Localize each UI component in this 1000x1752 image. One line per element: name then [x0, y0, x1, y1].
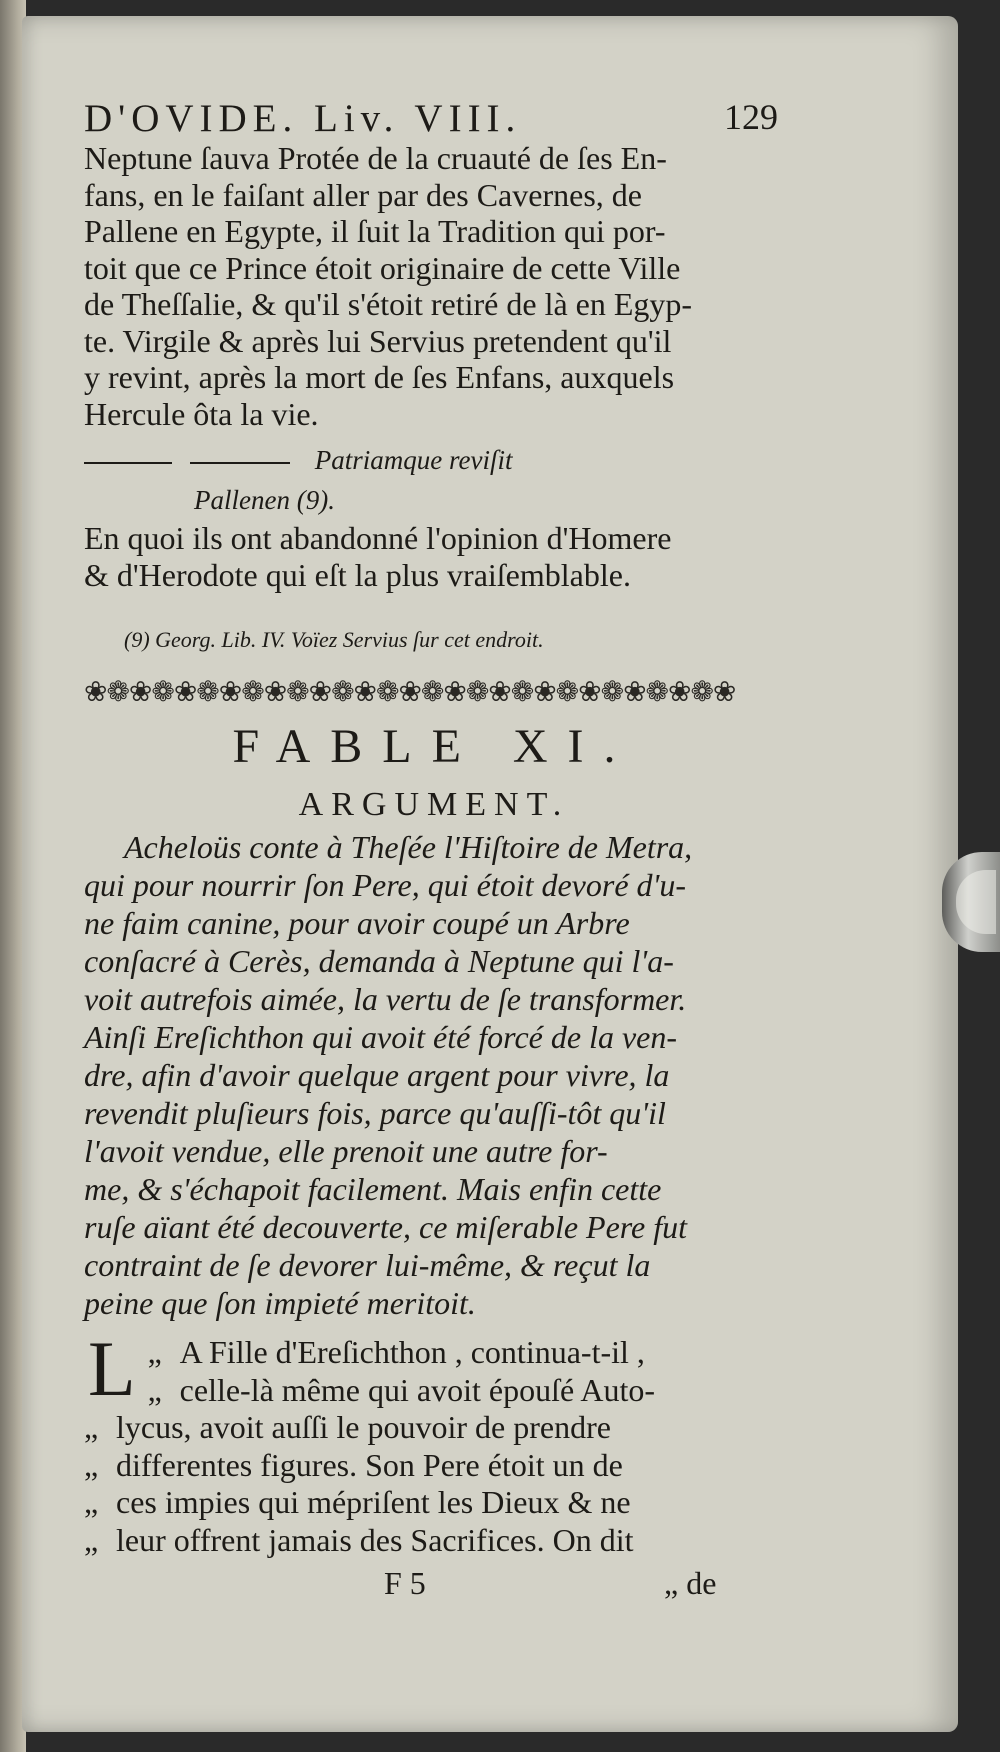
- ornament-band: ❀❁❀❁❀❁❀❁❀❁❀❁❀❁❀❁❀❁❀❁❀❁❀❁❀❁❀❁❀: [84, 677, 736, 708]
- argument-line: Acheloüs conte à Theſée l'Hiſtoire de Metra,: [124, 829, 693, 865]
- fable-title: FABLE XI.: [232, 720, 636, 773]
- running-header: [84, 96, 784, 140]
- main-line: [84, 1409, 784, 1447]
- quote-dash: [190, 462, 290, 464]
- latin-quote-line-2: Pallenen (9).: [194, 485, 335, 515]
- argument-line: revendit pluſieurs fois, parce qu'auſſi-tôt qu'il: [84, 1095, 666, 1131]
- latin-quote-line-1: Patriamque reviſit: [314, 445, 513, 475]
- quote-mark: „: [84, 1409, 99, 1445]
- argument-line: conſacré à Cerès, demanda à Neptune qui l'a-: [84, 943, 674, 979]
- drop-cap: L: [88, 1325, 136, 1412]
- page-clip: [942, 852, 1000, 952]
- commentary-line: y revint, après la mort de ſes Enfans, auxquels: [84, 359, 675, 395]
- quote-mark: „: [147, 1371, 162, 1408]
- argument-line: ruſe aïant été decouverte, ce miſerable Pere fut: [84, 1209, 688, 1245]
- commentary-block: [84, 140, 784, 432]
- commentary-line: Pallene en Egypte, il ſuit la Tradition qui por-: [84, 213, 666, 249]
- argument-block: [84, 828, 784, 1322]
- commentary-line: toit que ce Prince étoit originaire de cette Ville: [84, 249, 681, 286]
- page-number: 129: [724, 97, 778, 137]
- main-line-text: leur offrent jamais des Sacrifices. On dit: [116, 1521, 634, 1558]
- argument-line: Ainſi Ereſichthon qui avoit été forcé de la ven-: [84, 1019, 677, 1055]
- commentary-line: te. Virgile & après lui Servius pretendent qu'il: [84, 322, 672, 359]
- page-content: [84, 96, 784, 1605]
- main-text-block: [84, 1325, 784, 1559]
- catchword: „ de: [664, 1565, 717, 1601]
- commentary-line: Neptune ſauva Protée de la cruauté de ſes En-: [84, 140, 667, 176]
- quote-mark: „: [147, 1334, 162, 1370]
- latin-quote: [84, 440, 784, 480]
- main-line: [84, 1372, 784, 1410]
- main-line: [84, 1484, 784, 1522]
- argument-line: peine que ſon impieté meritoit.: [84, 1285, 476, 1321]
- main-line: [84, 1447, 784, 1485]
- argument-line: dre, afin d'avoir quelque argent pour vivre, la: [84, 1057, 670, 1093]
- commentary-end-line: En quoi ils ont abandonné l'opinion d'Homere: [84, 520, 672, 556]
- argument-line: me, & s'échapoit facilement. Mais enfin cette: [84, 1171, 662, 1207]
- footnote: (9) Georg. Lib. IV. Voïez Servius ſur cet endroit.: [124, 627, 544, 652]
- commentary-line: Hercule ôta la vie.: [84, 395, 319, 432]
- main-line-text: A Fille d'Ereſichthon , continua-t-il ,: [179, 1334, 645, 1370]
- quote-dash: [84, 462, 172, 464]
- main-line-text: lycus, avoit auſſi le pouvoir de prendre: [116, 1409, 611, 1445]
- main-line-text: ces impies qui mépriſent les Dieux & ne: [116, 1484, 631, 1520]
- argument-line: contraint de ſe devorer lui-même, & reçut la: [84, 1247, 651, 1283]
- commentary-line: fans, en le faiſant aller par des Cavernes, de: [84, 176, 642, 213]
- latin-quote-2: [84, 480, 784, 520]
- main-line: [84, 1522, 784, 1560]
- argument-line: qui pour nourrir ſon Pere, qui étoit devoré d'u-: [84, 867, 687, 903]
- main-line-text: differentes figures. Son Pere étoit un de: [116, 1446, 623, 1483]
- quote-mark: „: [84, 1484, 99, 1520]
- commentary-line: de Theſſalie, & qu'il s'étoit retiré de là en Egyp-: [84, 286, 693, 322]
- argument-line: ne faim canine, pour avoir coupé un Arbre: [84, 905, 630, 941]
- argument-title: ARGUMENT.: [298, 786, 570, 823]
- commentary-end-line: & d'Herodote qui eſt la plus vraiſemblable.: [84, 556, 631, 593]
- commentary-end-block: [84, 520, 784, 593]
- argument-line: l'avoit vendue, elle prenoit une autre for-: [84, 1133, 608, 1169]
- quote-mark: „: [84, 1446, 99, 1483]
- signature-mark: F 5: [384, 1565, 426, 1601]
- running-title: D'OVIDE. Liv. VIII.: [84, 97, 522, 140]
- quote-mark: „: [84, 1521, 99, 1558]
- page-footer: [84, 1565, 784, 1605]
- main-line-text: celle-là même qui avoit épouſé Auto-: [179, 1371, 656, 1408]
- argument-line: voit autrefois aimée, la vertu de ſe transformer.: [84, 981, 687, 1017]
